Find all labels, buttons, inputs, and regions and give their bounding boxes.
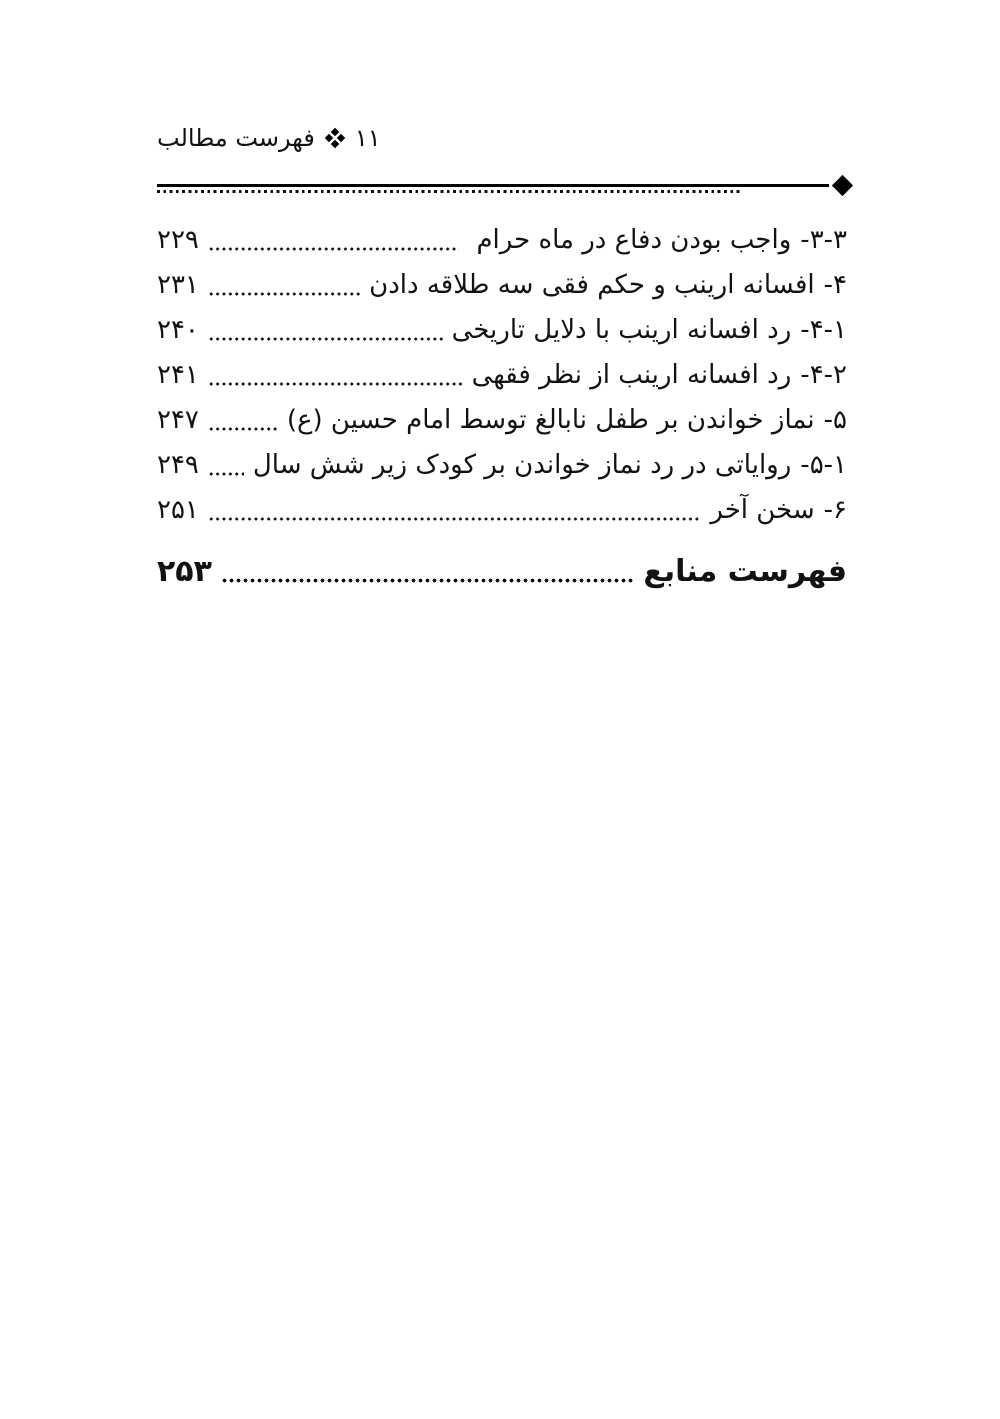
toc-entry-number: ۵-۱- (800, 449, 847, 480)
toc-entry-title: فهرست منابع (643, 553, 847, 589)
toc-entry-page: ۲۴۷ (157, 404, 199, 435)
toc-entry-title: واجب بودن دفاع در ماه حرام (476, 224, 792, 255)
toc-entry-page: ۲۳۱ (157, 269, 199, 300)
toc-entry-title: روایاتی در رد نماز خواندن بر کودک زیر شش سال (252, 449, 792, 480)
running-header (157, 124, 381, 152)
dot-leader (208, 352, 463, 397)
toc-entry (157, 352, 847, 397)
toc-entry (157, 397, 847, 442)
toc-entry-sources (157, 543, 847, 599)
header-page-number: ۱۱ (354, 124, 381, 152)
dot-leader (208, 262, 360, 307)
toc-entry-page: ۲۴۱ (157, 359, 199, 390)
toc-entry-title: رد افسانه ارینب از نظر فقهی (471, 359, 792, 390)
toc-entry-number: ۴- (823, 269, 847, 300)
toc-entry-page: ۲۵۱ (157, 494, 199, 525)
four-diamonds-icon (326, 129, 344, 147)
toc-entry-number: ۶- (823, 494, 847, 525)
toc-entry-number: ۵- (823, 404, 847, 435)
toc-list (157, 217, 847, 599)
toc-entry (157, 262, 847, 307)
toc-entry (157, 217, 847, 262)
header-title: فهرست مطالب (157, 124, 315, 152)
toc-entry-number: ۴-۲- (800, 359, 847, 390)
toc-entry-page: ۲۴۹ (157, 449, 199, 480)
toc-entry-page: ۲۵۳ (157, 553, 212, 589)
header-rule (157, 184, 829, 187)
toc-entry-number: ۴-۱- (800, 314, 847, 345)
dot-leader (208, 307, 443, 352)
toc-entry-page: ۲۲۹ (157, 224, 199, 255)
dot-leader (208, 442, 244, 487)
dot-leader (208, 217, 460, 262)
toc-entry (157, 442, 847, 487)
toc-entry-number: ۳-۳- (800, 224, 847, 255)
dot-leader (208, 487, 701, 532)
toc-entry (157, 307, 847, 352)
dot-leader (221, 543, 634, 599)
dot-leader (208, 397, 278, 442)
toc-entry-title: نماز خواندن بر طفل نابالغ توسط امام حسین (ع) (286, 404, 815, 435)
header-dotted-rule (157, 190, 743, 193)
toc-entry-page: ۲۴۰ (157, 314, 199, 345)
toc-entry-title: رد افسانه ارینب با دلایل تاریخی (451, 314, 792, 345)
toc-entry (157, 487, 847, 532)
toc-entry-title: سخن آخر (710, 494, 815, 525)
toc-entry-title: افسانه ارینب و حکم فقی سه طلاقه دادن (369, 269, 815, 300)
black-diamond-icon (832, 175, 853, 196)
